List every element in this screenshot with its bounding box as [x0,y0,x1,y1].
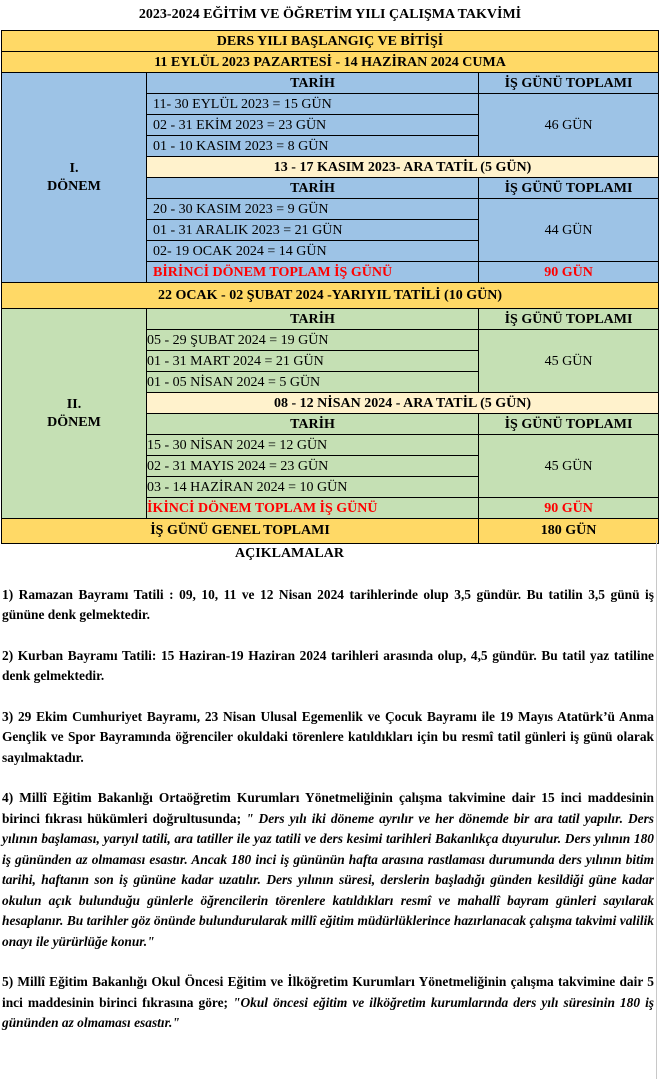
note-1: 1) Ramazan Bayramı Tatili : 09, 10, 11 ve 12 Nisan 2024 tarihlerinde olup 3,5 gündür. Bu tatilin 3,5 günü iş gününe denk gelmektedir. [2,586,654,622]
term1-block2-row: 02- 19 OCAK 2024 = 14 GÜN [147,241,479,262]
term2-block2-row: 15 - 30 NİSAN 2024 = 12 GÜN [147,435,479,456]
term2-block2-row: 02 - 31 MAYIS 2024 = 23 GÜN [147,456,479,477]
term1-number: I. [69,160,79,176]
grand-total-label: İŞ GÜNÜ GENEL TOPLAMI [2,519,479,544]
term2-label [2,309,147,519]
semester-break: 22 OCAK - 02 ŞUBAT 2024 -YARIYIL TATİLİ (10 GÜN) [2,283,659,309]
term2-block1-row: 05 - 29 ŞUBAT 2024 = 19 GÜN [147,330,479,351]
page-title: 2023-2024 EĞİTİM VE ÖĞRETİM YILI ÇALIŞMA TAKVİMİ [2,0,659,31]
term1-label [2,73,147,283]
term1-block1-tarih-header: TARİH [147,73,479,94]
term1-block2-row: 20 - 30 KASIM 2023 = 9 GÜN [147,199,479,220]
school-year-heading: DERS YILI BAŞLANGIÇ VE BİTİŞİ [2,31,659,52]
term1-block2-tarih-header: TARİH [147,178,479,199]
notes-heading: AÇIKLAMALAR [235,546,344,561]
term2-number: II. [66,396,82,412]
school-year-dates: 11 EYLÜL 2023 PAZARTESİ - 14 HAZİRAN 2024 CUMA [2,52,659,73]
term1-midterm-break: 13 - 17 KASIM 2023- ARA TATİL (5 GÜN) [147,157,659,178]
term1-block1-row: 11- 30 EYLÜL 2023 = 15 GÜN [147,94,479,115]
term2-block2-total-header: İŞ GÜNÜ TOPLAMI [479,414,659,435]
term1-block1-row: 02 - 31 EKİM 2023 = 23 GÜN [147,115,479,136]
term1-sum-value: 90 GÜN [479,262,659,283]
term1-block2-total-header: İŞ GÜNÜ TOPLAMI [479,178,659,199]
note-5-quote: "Okul öncesi eğitim ve ilköğretim kurumlarında ders yılı süresinin 180 iş gününden az olmaması esastır." [2,994,654,1030]
calendar-table [1,0,659,544]
grand-total-value: 180 GÜN [479,519,659,544]
term1-block1-total: 46 GÜN [479,94,659,157]
sheet-gridline [656,540,657,1079]
note-5-text: 5) Millî Eğitim Bakanlığı Okul Öncesi Eğitim ve İlköğretim Kurumları Yönetmeliğinin çalışma takvimine dair 5 inci maddesinin birinci fıkrasına göre; [2,974,654,1010]
term1-sum-label: BİRİNCİ DÖNEM TOPLAM İŞ GÜNÜ [147,262,479,283]
term2-block2-tarih-header: TARİH [147,414,479,435]
term1-block1-total-header: İŞ GÜNÜ TOPLAMI [479,73,659,94]
notes-section [2,544,654,1054]
note-4-text: 4) Millî Eğitim Bakanlığı Ortaöğretim Kurumları Yönetmeliğinin çalışma takvimine dair 15 inci maddesinin birinci fıkrası hükümleri doğrultusunda; [2,790,654,826]
term2-block1-row: 01 - 05 NİSAN 2024 = 5 GÜN [147,372,479,393]
term1-block2-total: 44 GÜN [479,199,659,262]
note-4-quote: " Ders yılı iki döneme ayrılır ve her dönemde bir ara tatil yapılır. Ders yılının başlaması, yarıyıl tatili, ara tatiller ile yaz tatili ve ders kesimi tarihleri Bakanlıkça duyurulur. Ders yılının 180 iş gününden az olmaması esastır. Ancak 180 inci iş gününün hafta arasına rastlaması durumunda ders yılının bitim tarihi, haftanın son iş gününe kadar uzatılır. Ders yılının süresi, derslerin başladığı günden kesildiği güne kadar okulun açık bulunduğu günlerle öğrencilerin törenlere katıldıkları resmî ve mahallî bayram günleri sayılarak hesaplanır. Bu tarihler göz önünde bulundurularak millî eğitim müdürlüklerince hazırlanacak çalışma takvimi valilik onayı ile yürürlüğe konur." [2,810,654,949]
note-3: 3) 29 Ekim Cumhuriyet Bayramı, 23 Nisan Ulusal Egemenlik ve Çocuk Bayramı ile 19 Mayıs Atatürk’ü Anma Gençlik ve Spor Bayramında öğrenciler okuldaki törenlere katıldıkları için bu resmî tatil günleri iş günü olarak sayılmaktadır. [2,708,654,765]
term1-word: DÖNEM [47,178,101,194]
term2-midterm-break: 08 - 12 NİSAN 2024 - ARA TATİL (5 GÜN) [147,393,659,414]
term2-word: DÖNEM [47,414,101,430]
term1-block1-row: 01 - 10 KASIM 2023 = 8 GÜN [147,136,479,157]
term2-block1-total-header: İŞ GÜNÜ TOPLAMI [479,309,659,330]
term2-block2-total: 45 GÜN [479,435,659,498]
note-5 [2,972,654,1034]
term2-block1-row: 01 - 31 MART 2024 = 21 GÜN [147,351,479,372]
term2-block1-tarih-header: TARİH [147,309,479,330]
note-4 [2,788,654,952]
note-2: 2) Kurban Bayramı Tatili: 15 Haziran-19 Haziran 2024 tarihleri arasında olup, 4,5 gündür. Bu tatil yaz tatiline denk gelmektedir. [2,647,654,683]
term2-block2-row: 03 - 14 HAZİRAN 2024 = 10 GÜN [147,477,479,498]
term2-sum-value: 90 GÜN [479,498,659,519]
term2-sum-label: İKİNCİ DÖNEM TOPLAM İŞ GÜNÜ [147,498,479,519]
term2-block1-total: 45 GÜN [479,330,659,393]
term1-block2-row: 01 - 31 ARALIK 2023 = 21 GÜN [147,220,479,241]
